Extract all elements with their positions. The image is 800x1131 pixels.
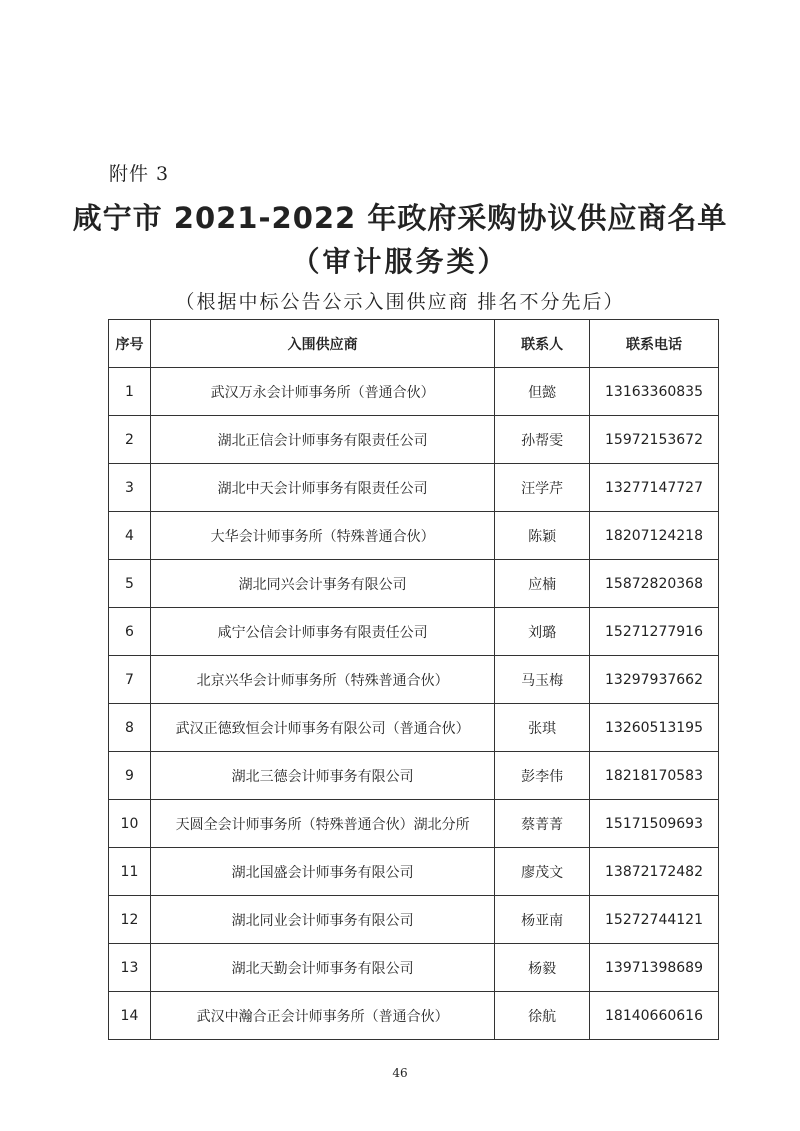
contact-person: 杨毅 [495,944,590,992]
contact-person: 应楠 [495,560,590,608]
document-title: 咸宁市 2021-2022 年政府采购协议供应商名单 [72,201,728,235]
row-index: 8 [109,704,151,752]
contact-phone: 15872820368 [590,560,719,608]
column-header-index: 序号 [109,320,151,368]
table-row [109,704,719,752]
contact-phone: 15972153672 [590,416,719,464]
contact-person: 刘璐 [495,608,590,656]
row-index: 9 [109,752,151,800]
table-row [109,800,719,848]
contact-person: 张琪 [495,704,590,752]
column-header-phone: 联系电话 [590,320,719,368]
supplier-name: 武汉万永会计师事务所（普通合伙） [150,368,494,416]
contact-person: 蔡菁菁 [495,800,590,848]
row-index: 4 [109,512,151,560]
table-row [109,512,719,560]
contact-person: 马玉梅 [495,656,590,704]
contact-phone: 13163360835 [590,368,719,416]
page-number: 46 [392,1066,408,1080]
row-index: 11 [109,848,151,896]
contact-phone: 13971398689 [590,944,719,992]
supplier-name: 湖北三德会计师事务有限公司 [150,752,494,800]
table-row [109,416,719,464]
row-index: 13 [109,944,151,992]
contact-phone: 13297937662 [590,656,719,704]
contact-person: 杨亚南 [495,896,590,944]
contact-person: 但懿 [495,368,590,416]
table-row [109,848,719,896]
ranking-note: （根据中标公告公示入围供应商 排名不分先后） [175,291,625,313]
contact-phone: 15271277916 [590,608,719,656]
row-index: 3 [109,464,151,512]
column-header-supplier: 入围供应商 [150,320,494,368]
row-index: 2 [109,416,151,464]
contact-phone: 15171509693 [590,800,719,848]
row-index: 10 [109,800,151,848]
table-row [109,992,719,1040]
table-row [109,464,719,512]
contact-person: 徐航 [495,992,590,1040]
table-row [109,656,719,704]
contact-phone: 18140660616 [590,992,719,1040]
supplier-name: 湖北同兴会计事务有限公司 [150,560,494,608]
contact-phone: 18218170583 [590,752,719,800]
supplier-name: 天圆全会计师事务所（特殊普通合伙）湖北分所 [150,800,494,848]
row-index: 12 [109,896,151,944]
table-row [109,944,719,992]
supplier-name: 咸宁公信会计师事务有限责任公司 [150,608,494,656]
supplier-name: 湖北同业会计师事务有限公司 [150,896,494,944]
row-index: 7 [109,656,151,704]
row-index: 1 [109,368,151,416]
contact-person: 廖茂文 [495,848,590,896]
row-index: 5 [109,560,151,608]
table-row [109,752,719,800]
contact-phone: 13872172482 [590,848,719,896]
supplier-name: 湖北正信会计师事务有限责任公司 [150,416,494,464]
table-row [109,368,719,416]
contact-person: 孙帮雯 [495,416,590,464]
supplier-name: 湖北中天会计师事务有限责任公司 [150,464,494,512]
supplier-name: 湖北国盛会计师事务有限公司 [150,848,494,896]
attachment-label: 附件 3 [109,163,170,185]
table-row [109,896,719,944]
contact-phone: 15272744121 [590,896,719,944]
document-subtitle: （审计服务类） [291,245,509,278]
supplier-name: 武汉中瀚合正会计师事务所（普通合伙） [150,992,494,1040]
supplier-name: 大华会计师事务所（特殊普通合伙） [150,512,494,560]
contact-person: 陈颖 [495,512,590,560]
supplier-name: 北京兴华会计师事务所（特殊普通合伙） [150,656,494,704]
supplier-table [108,319,719,1040]
contact-person: 汪学芹 [495,464,590,512]
contact-person: 彭李伟 [495,752,590,800]
column-header-contact: 联系人 [495,320,590,368]
supplier-name: 湖北天勤会计师事务有限公司 [150,944,494,992]
supplier-name: 武汉正德致恒会计师事务有限公司（普通合伙） [150,704,494,752]
table-header-row [109,320,719,368]
row-index: 14 [109,992,151,1040]
table-row [109,608,719,656]
row-index: 6 [109,608,151,656]
contact-phone: 13260513195 [590,704,719,752]
contact-phone: 13277147727 [590,464,719,512]
contact-phone: 18207124218 [590,512,719,560]
table-row [109,560,719,608]
